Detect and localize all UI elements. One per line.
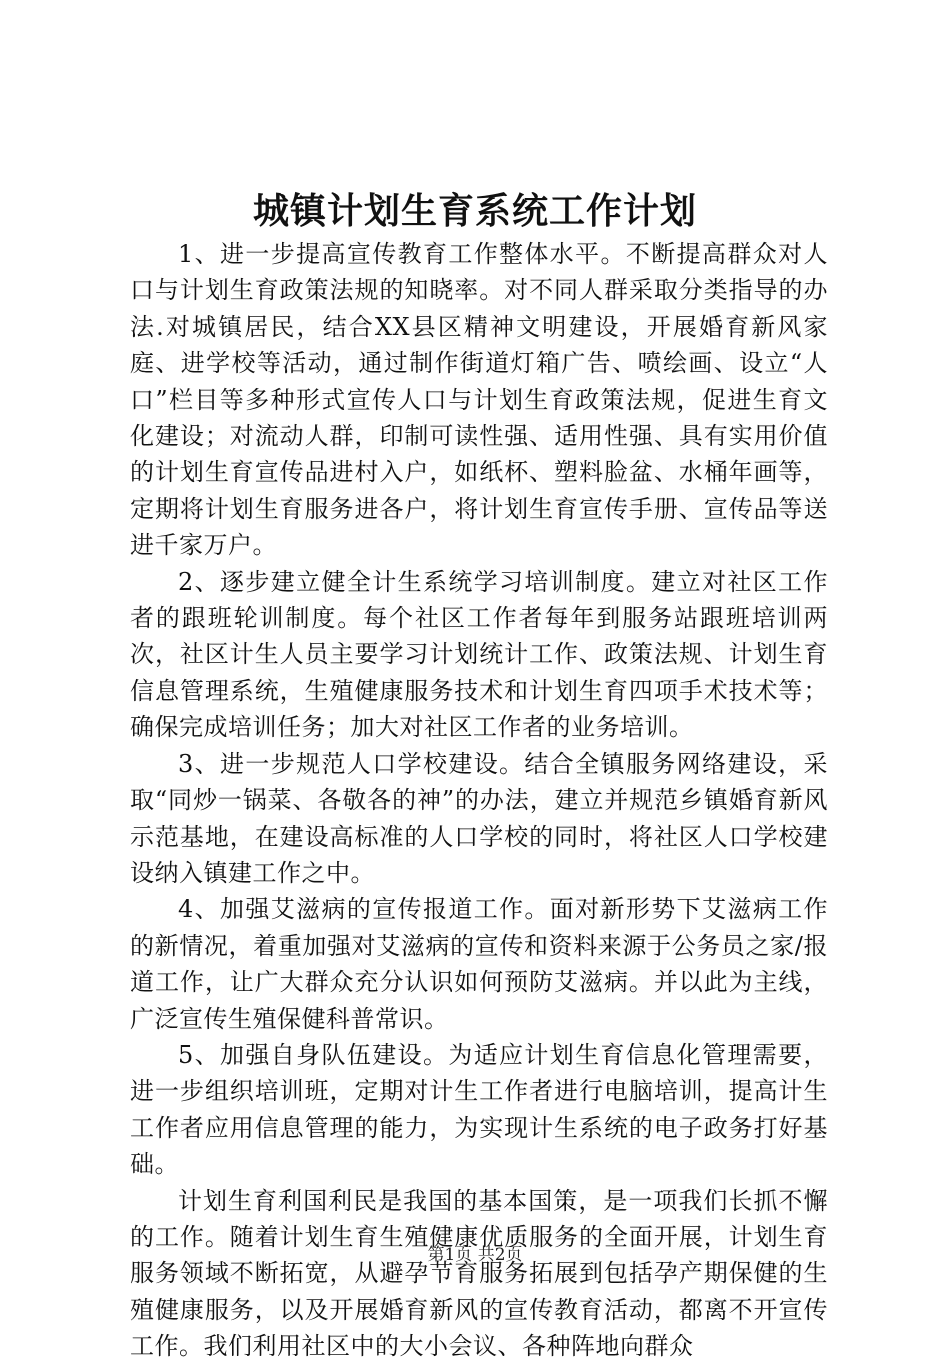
paragraph-2: 2、逐步建立健全计生系统学习培训制度。建立对社区工作者的跟班轮训制度。每个社区工作者每年到服务站跟班培训两次，社区计生人员主要学习计划统计工作、政策法规、计划生育信息管理系统，生殖健康服务技术和计划生育四项手术技术等；确保完成培训任务；加大对社区工作者的业务培训。 bbox=[130, 567, 828, 742]
paragraph-5: 5、加强自身队伍建设。为适应计划生育信息化管理需要，进一步组织培训班，定期对计生工作者进行电脑培训，提高计生工作者应用信息管理的能力，为实现计生系统的电子政务打好基础。 bbox=[130, 1040, 828, 1179]
paragraph-4: 4、加强艾滋病的宣传报道工作。面对新形势下艾滋病工作的新情况，着重加强对艾滋病的宣传和资料来源于公务员之家/报道工作，让广大群众充分认识如何预防艾滋病。并以此为主线，广泛宣传生殖保健科普常识。 bbox=[130, 895, 828, 1033]
document-title: 城镇计划生育系统工作计划 bbox=[252, 190, 697, 232]
paragraph-3: 3、进一步规范人口学校建设。结合全镇服务网络建设，采取“同炒一锅菜、各敬各的神”的办法，建立并规范乡镇婚育新风示范基地，在建设高标准的人口学校的同时，将社区人口学校建设纳入镇建工作之中。 bbox=[130, 749, 828, 887]
document-body bbox=[130, 236, 828, 1365]
paragraph-6: 计划生育利国利民是我国的基本国策，是一项我们长抓不懈的工作。随着计划生育生殖健康优质服务的全面开展，计划生育服务领域不断拓宽，从避孕节育服务拓展到包括孕产期保健的生殖健康服务，以及开展婚育新风的宣传教育活动，都离不开宣传工作。我们利用社区中的大小会议、各种阵地向群众 bbox=[130, 1186, 828, 1361]
paragraph-1: 1、进一步提高宣传教育工作整体水平。不断提高群众对人口与计划生育政策法规的知晓率。对不同人群采取分类指导的办法.对城镇居民，结合XX县区精神文明建设，开展婚育新风家庭、进学校等活动，通过制作街道灯箱广告、喷绘画、设立“人口”栏目等多种形式宣传人口与计划生育政策法规，促进生育文化建设；对流动人群，印制可读性强、适用性强、具有实用价值的计划生育宣传品进村入户，如纸杯、塑料脸盆、水桶年画等，定期将计划生育服务进各户，将计划生育宣传手册、宣传品等送进千家万户。 bbox=[130, 240, 828, 560]
page-number-footer: 第1页 共2页 bbox=[427, 1245, 523, 1265]
